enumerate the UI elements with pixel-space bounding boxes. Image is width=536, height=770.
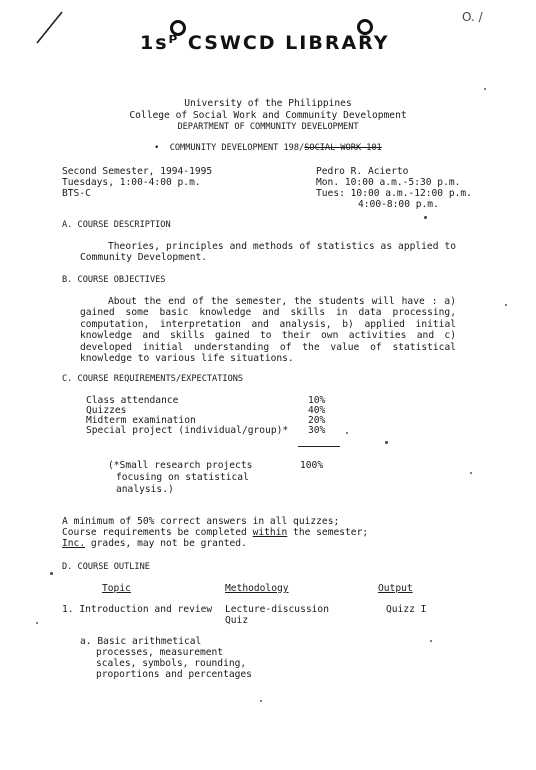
meta-schedule: Tuesdays, 1:00-4:00 p.m. [62,177,201,188]
outline-output: Quizz I [386,604,427,615]
college-name: College of Social Work and Community Development [129,110,407,121]
note-text: Course requirements be completed [62,527,253,538]
scan-speck [505,304,507,306]
library-stamp: 1sᴾ CSWCD LIBRARY [140,32,390,54]
req-label: Special project (individual/group)* [86,425,289,436]
consult-tuesday-evening: 4:00-8:00 p.m. [358,199,439,210]
section-c-heading: C. COURSE REQUIREMENTS/EXPECTATIONS [62,374,244,384]
project-note: focusing on statistical [116,472,249,483]
requirement-note [62,527,368,538]
meta-semester: Second Semester, 1994-1995 [62,166,213,177]
section-a-heading: A. COURSE DESCRIPTION [62,220,171,230]
note-emphasis: Inc. [62,538,86,549]
scan-speck [470,472,472,474]
instructor-name: Pedro R. Acierto [316,166,409,177]
scan-speck [484,88,486,90]
scan-speck [424,216,427,219]
section-b-heading: B. COURSE OBJECTIVES [62,275,166,285]
outline-methodology: Quiz [225,615,249,626]
project-note: (*Small research projects [108,460,253,471]
scan-speck [346,432,348,434]
meta-room: BTS-C [62,188,91,199]
scan-speck [430,640,432,642]
scan-speck [260,700,262,702]
total-value: 100% [300,460,324,471]
note-text: grades, may not be granted. [85,538,247,549]
requirement-note: A minimum of 50% correct answers in all quizzes; [62,516,340,527]
scan-speck [36,622,38,624]
course-struck: SOCIAL WORK 101 [304,143,382,153]
outline-subtopic: a. Basic arithmetical [80,636,202,647]
pen-stroke-mark [34,10,64,46]
req-label: Quizzes [86,405,127,416]
bullet: • [154,143,170,153]
note-text: the semester; [287,527,369,538]
column-topic: Topic [102,583,131,594]
req-label: Class attendance [86,395,179,406]
column-methodology: Methodology [225,583,289,594]
note-emphasis: within [252,527,288,538]
outline-subtopic: processes, measurement [96,647,224,658]
consult-monday: Mon. 10:00 a.m.-5:30 p.m. [316,177,461,188]
req-value: 10% [308,395,326,406]
req-value: 30% [308,425,326,436]
scan-speck [50,572,53,575]
corner-annotation: O. / [462,10,483,24]
section-b-body: About the end of the semester, the students will have : a) gained some basic knowledge and skills in data processing, computation, interpretation and analysis, b) applied initial knowledge and skills gained to their own activities and c) developed initial understanding of the value of statistical knowledge to various life situations. [80,296,456,365]
total-rule [298,446,340,447]
outline-subtopic: scales, symbols, rounding, [96,658,247,669]
department-name: DEPARTMENT OF COMMUNITY DEVELOPMENT [177,122,359,132]
column-output: Output [378,583,413,594]
course-title [0,143,536,154]
section-d-heading: D. COURSE OUTLINE [62,562,150,572]
scan-speck [385,441,388,444]
req-value: 40% [308,405,326,416]
req-value: 20% [308,415,326,426]
university-name: University of the Philippines [184,98,352,109]
project-note: analysis.) [116,484,174,495]
section-a-body: Theories, principles and methods of statistics as applied to Community Development. [80,241,456,264]
req-label: Midterm examination [86,415,196,426]
outline-methodology: Lecture-discussion [225,604,329,615]
outline-subtopic: proportions and percentages [96,669,252,680]
consult-tuesday: Tues: 10:00 a.m.-12:00 p.m. [316,188,472,199]
requirement-note [62,538,247,549]
course-prefix: COMMUNITY DEVELOPMENT 198/ [169,143,305,153]
outline-topic: 1. Introduction and review [62,604,213,615]
